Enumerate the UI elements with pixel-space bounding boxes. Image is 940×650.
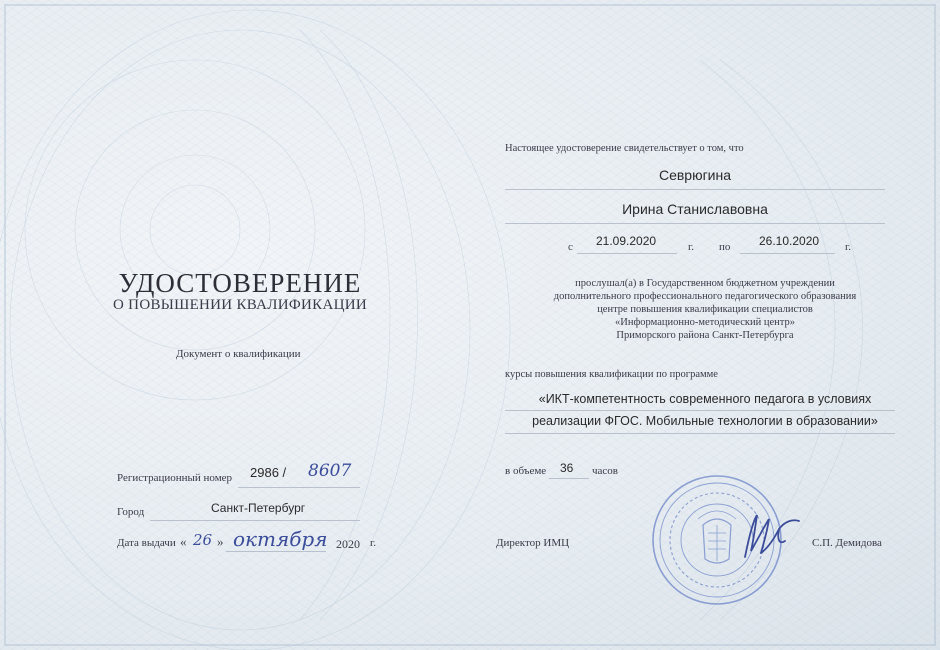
certificate-title: УДОСТОВЕРЕНИЕ <box>118 268 362 298</box>
date-from-g: г. <box>688 241 695 253</box>
issue-date-close-quote: » <box>217 534 224 549</box>
institution-line-4: «Информационно-методический центр» <box>615 317 795 328</box>
intro-text: Настоящее удостоверение свидетельствует о том, что <box>505 143 744 154</box>
volume-value: 36 <box>560 461 574 475</box>
program-line-2: реализации ФГОС. Мобильные технологии в образовании» <box>532 414 878 428</box>
institution-line-3: центре повышения квалификации специалистов <box>597 304 813 315</box>
issue-day-handwritten: 26 <box>193 531 213 549</box>
volume-label: в объеме <box>505 465 547 477</box>
date-to-g: г. <box>845 241 852 253</box>
date-from-label: с <box>568 241 573 253</box>
program-label: курсы повышения квалификации по программе <box>505 369 718 380</box>
volume-underline <box>549 478 589 479</box>
director-label: Директор ИМЦ <box>496 537 570 549</box>
program-underline-1 <box>505 410 895 411</box>
city-value: Санкт-Петербург <box>211 501 306 515</box>
registration-number: 2986 / <box>250 465 287 480</box>
date-to-underline <box>740 253 835 254</box>
surname-underline <box>505 189 885 190</box>
name-underline <box>505 223 885 224</box>
director-name: С.П. Демидова <box>812 537 882 549</box>
registration-label: Регистрационный номер <box>117 472 233 484</box>
city-label: Город <box>117 506 145 518</box>
registration-underline <box>238 487 360 488</box>
institution-line-2: дополнительного профессионального педагогического образования <box>553 291 857 302</box>
city-underline <box>150 520 360 521</box>
date-from: 21.09.2020 <box>596 234 657 248</box>
date-from-underline <box>577 253 677 254</box>
registration-number-handwritten: 8607 <box>308 461 352 481</box>
institution-line-1: прослушал(а) в Государственном бюджетном учреждении <box>575 278 835 289</box>
certificate-subtitle: О ПОВЫШЕНИИ КВАЛИФИКАЦИИ <box>113 297 367 313</box>
holder-name: Ирина Станиславовна <box>622 201 768 217</box>
holder-surname: Севрюгина <box>658 167 732 183</box>
program-underline-2 <box>505 433 895 434</box>
volume-unit: часов <box>592 465 618 477</box>
date-to-label: по <box>719 241 731 253</box>
issue-date-underline <box>226 551 326 552</box>
issue-year: 2020 <box>336 537 360 551</box>
issue-date-open-quote: « <box>180 534 187 549</box>
issue-month-handwritten: октября <box>233 527 328 551</box>
program-line-1: «ИКТ-компетентность современного педагога в условиях <box>538 392 872 406</box>
date-to: 26.10.2020 <box>759 234 820 248</box>
institution-line-5: Приморского района Санкт-Петербурга <box>616 330 794 341</box>
issue-date-label: Дата выдачи <box>117 537 176 549</box>
issue-year-suffix: г. <box>370 537 377 549</box>
document-type: Документ о квалификации <box>176 348 301 360</box>
